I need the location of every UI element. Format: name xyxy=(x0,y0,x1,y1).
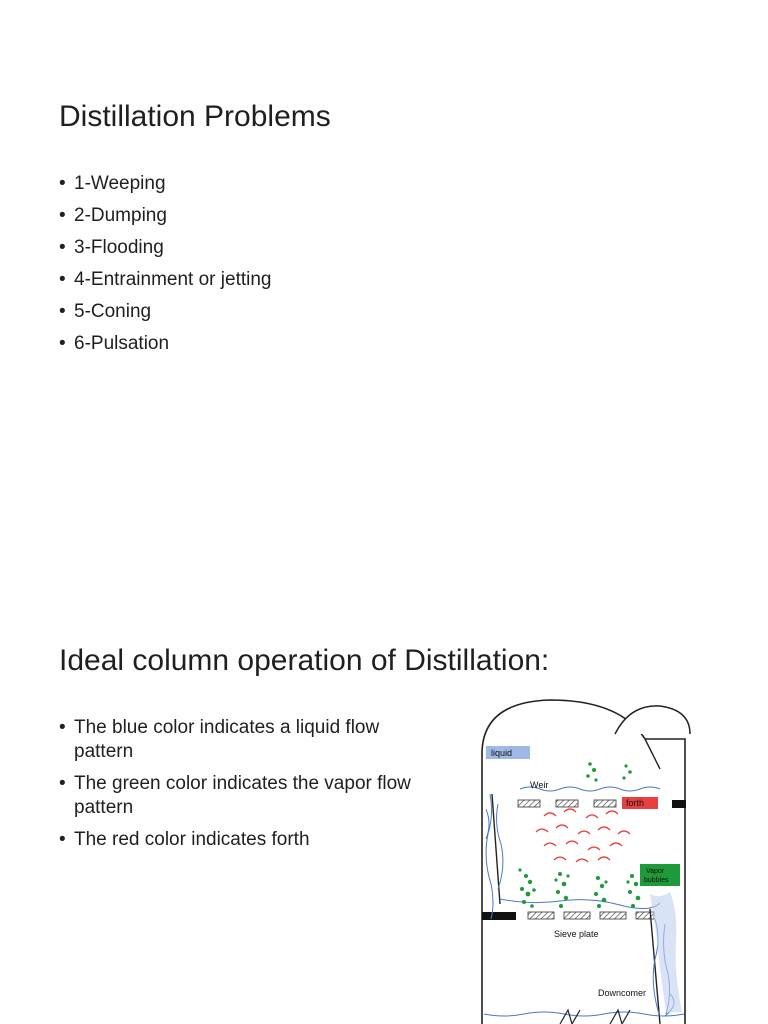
vapor-bubbles-label-line1: Vapor xyxy=(646,868,665,875)
forth-pattern xyxy=(536,809,630,862)
sieve-plate-upper-edge xyxy=(672,800,686,808)
sieve-plate-lower-seg xyxy=(636,912,654,919)
liquid-label: liquid xyxy=(491,748,513,758)
sieve-plate-label: Sieve plate xyxy=(554,929,599,939)
sieve-plate-upper-seg xyxy=(518,800,540,807)
list-item: • 4-Entrainment or jetting xyxy=(59,268,272,292)
bottom-liquid-level xyxy=(484,1012,684,1016)
downcomer-baffle-top xyxy=(645,739,660,769)
upper-dome xyxy=(615,706,690,734)
liquid-flow-pattern xyxy=(486,787,674,1016)
list-item: • The green color indicates the vapor flow pattern xyxy=(59,772,429,820)
slide-ideal-column-operation xyxy=(0,512,768,1024)
slide-title: Ideal column operation of Distillation: xyxy=(59,644,550,677)
color-legend-list xyxy=(59,716,429,860)
list-item: • The blue color indicates a liquid flow pattern xyxy=(59,716,429,764)
list-item: • 1-Weeping xyxy=(59,172,272,196)
sieve-plate-lower-seg xyxy=(528,912,554,919)
sieve-tray-column-diagram xyxy=(460,694,706,1024)
sieve-plate-lower-seg xyxy=(564,912,590,919)
sieve-plate-lower-edge xyxy=(482,912,516,920)
list-item: • 6-Pulsation xyxy=(59,332,272,356)
vapor-bubbles-label-line2: bubbles xyxy=(644,877,669,884)
list-item: • 5-Coning xyxy=(59,300,272,324)
sieve-plate-lower-seg xyxy=(600,912,626,919)
sieve-plate-upper-seg xyxy=(556,800,578,807)
break-mark xyxy=(560,1010,580,1024)
sieve-plate-upper-seg xyxy=(594,800,616,807)
slide-title: Distillation Problems xyxy=(59,100,331,133)
list-item: • The red color indicates forth xyxy=(59,828,429,852)
downcomer-label: Downcomer xyxy=(598,988,647,998)
list-item: • 3-Flooding xyxy=(59,236,272,260)
weir-label: Weir xyxy=(530,780,549,790)
problem-list xyxy=(59,172,272,364)
list-item: • 2-Dumping xyxy=(59,204,272,228)
forth-label: forth xyxy=(626,798,645,808)
